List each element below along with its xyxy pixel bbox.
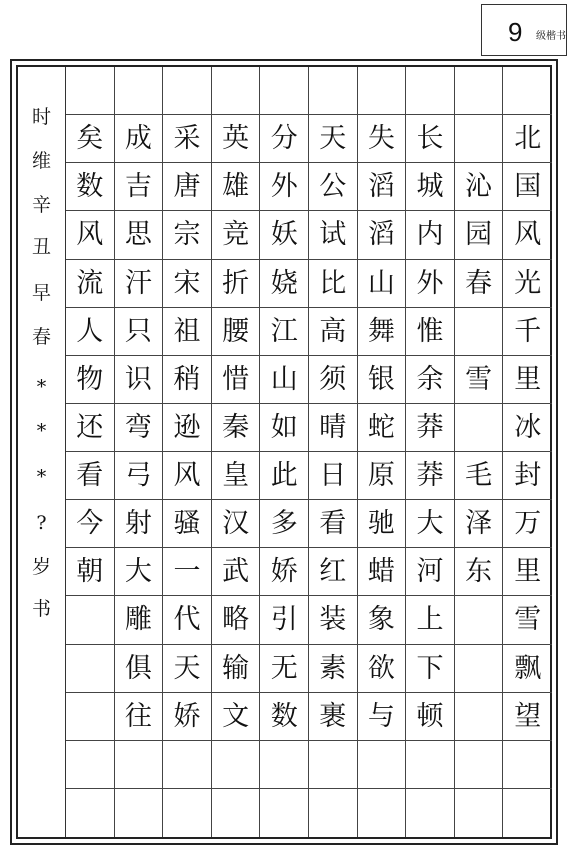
- grid-cell: 武: [212, 548, 261, 596]
- grid-cell: [260, 789, 309, 837]
- grid-cell: [455, 596, 504, 644]
- grid-cell: 文: [212, 693, 261, 741]
- grid-cell: 日: [309, 452, 358, 500]
- grid-cell: [163, 741, 212, 789]
- grid-cell: 国: [503, 163, 552, 211]
- grid-cell: 泽: [455, 500, 504, 548]
- grid-cell: 流: [66, 260, 115, 308]
- colophon-char: *: [36, 420, 47, 442]
- grid-cell: 数: [260, 693, 309, 741]
- grid-cell: 山: [260, 356, 309, 404]
- colophon-char: 书: [31, 598, 51, 620]
- grid-cell: [455, 404, 504, 452]
- grid-cell: 骚: [163, 500, 212, 548]
- colophon-char: ?: [36, 512, 47, 534]
- grid-cell: 还: [66, 404, 115, 452]
- grid-cell: [115, 789, 164, 837]
- grid-cell: 一: [163, 548, 212, 596]
- grid-cell: [66, 645, 115, 693]
- grid-cell: 驰: [358, 500, 407, 548]
- grid-cell: [503, 789, 552, 837]
- grid-cell: [212, 67, 261, 115]
- level-label: 级楷书: [536, 31, 566, 42]
- grid-cell: 东: [455, 548, 504, 596]
- grid-cell: 祖: [163, 308, 212, 356]
- grid-cell: 输: [212, 645, 261, 693]
- colophon-char: *: [36, 376, 47, 398]
- grid-cell: 娆: [260, 260, 309, 308]
- colophon-char: 丑: [31, 236, 51, 258]
- grid-cell: 千: [503, 308, 552, 356]
- grid-cell: 引: [260, 596, 309, 644]
- grid-cell: [66, 741, 115, 789]
- grid-cell: 里: [503, 548, 552, 596]
- grid-cell: 冰: [503, 404, 552, 452]
- grid-cell: 此: [260, 452, 309, 500]
- grid-cell: 北: [503, 115, 552, 163]
- grid-cell: 只: [115, 308, 164, 356]
- grid-cell: 弓: [115, 452, 164, 500]
- grid-cell: 顿: [406, 693, 455, 741]
- grid-cell: [212, 789, 261, 837]
- grid-cell: 思: [115, 211, 164, 259]
- grid-cell: [309, 741, 358, 789]
- grid-cell: 惟: [406, 308, 455, 356]
- grid-cell: [406, 67, 455, 115]
- grid-cell: 雄: [212, 163, 261, 211]
- grid-cell: 红: [309, 548, 358, 596]
- grid-cell: 雕: [115, 596, 164, 644]
- grid-cell: 望: [503, 693, 552, 741]
- grid-cell: 往: [115, 693, 164, 741]
- grid-cell: 惜: [212, 356, 261, 404]
- grid-cell: 略: [212, 596, 261, 644]
- grid-cell: [66, 596, 115, 644]
- grid-cell: [455, 789, 504, 837]
- grid-cell: 大: [406, 500, 455, 548]
- grid-cell: 万: [503, 500, 552, 548]
- grid-cell: 无: [260, 645, 309, 693]
- writing-grid: [65, 67, 552, 837]
- grid-cell: 与: [358, 693, 407, 741]
- grid-cell: 银: [358, 356, 407, 404]
- grid-cell: [309, 67, 358, 115]
- grid-cell: 毛: [455, 452, 504, 500]
- grid-cell: 下: [406, 645, 455, 693]
- level-number: 9: [508, 17, 523, 47]
- grid-cell: 如: [260, 404, 309, 452]
- colophon-char: 春: [31, 326, 51, 348]
- grid-cell: 竞: [212, 211, 261, 259]
- grid-cell: 俱: [115, 645, 164, 693]
- grid-cell: 弯: [115, 404, 164, 452]
- grid-cell: 唐: [163, 163, 212, 211]
- grid-cell: 长: [406, 115, 455, 163]
- grid-cell: 装: [309, 596, 358, 644]
- grid-cell: [358, 741, 407, 789]
- grid-cell: 蛇: [358, 404, 407, 452]
- grid-cell: 公: [309, 163, 358, 211]
- grid-cell: 皇: [212, 452, 261, 500]
- grid-cell: 山: [358, 260, 407, 308]
- grid-cell: 吉: [115, 163, 164, 211]
- grid-cell: [455, 693, 504, 741]
- grid-cell: 须: [309, 356, 358, 404]
- grid-cell: [212, 741, 261, 789]
- grid-cell: 成: [115, 115, 164, 163]
- grid-cell: 风: [163, 452, 212, 500]
- grid-cell: 莽: [406, 452, 455, 500]
- colophon-char: 维: [31, 150, 51, 172]
- grid-cell: [455, 645, 504, 693]
- grid-cell: 雪: [503, 596, 552, 644]
- grid-cell: 逊: [163, 404, 212, 452]
- grid-cell: 园: [455, 211, 504, 259]
- grid-cell: 人: [66, 308, 115, 356]
- grid-cell: [503, 67, 552, 115]
- grid-cell: 象: [358, 596, 407, 644]
- grid-cell: 内: [406, 211, 455, 259]
- grid-cell: [455, 115, 504, 163]
- grid-cell: [260, 67, 309, 115]
- grid-cell: 射: [115, 500, 164, 548]
- grid-cell: 英: [212, 115, 261, 163]
- grid-cell: 大: [115, 548, 164, 596]
- grid-cell: 天: [309, 115, 358, 163]
- grid-cell: 蜡: [358, 548, 407, 596]
- grid-cell: 里: [503, 356, 552, 404]
- grid-cell: 宋: [163, 260, 212, 308]
- grid-cell: 天: [163, 645, 212, 693]
- grid-cell: 腰: [212, 308, 261, 356]
- grid-cell: 物: [66, 356, 115, 404]
- grid-cell: 秦: [212, 404, 261, 452]
- grid-cell: 朝: [66, 548, 115, 596]
- grid-cell: 晴: [309, 404, 358, 452]
- grid-cell: 裹: [309, 693, 358, 741]
- grid-cell: 妖: [260, 211, 309, 259]
- grid-cell: 娇: [163, 693, 212, 741]
- grid-cell: [455, 308, 504, 356]
- grid-cell: 封: [503, 452, 552, 500]
- grid-cell: 多: [260, 500, 309, 548]
- grid-cell: 城: [406, 163, 455, 211]
- grid-cell: 今: [66, 500, 115, 548]
- grid-cell: 看: [309, 500, 358, 548]
- grid-cell: 飘: [503, 645, 552, 693]
- grid-cell: 江: [260, 308, 309, 356]
- grid-cell: 分: [260, 115, 309, 163]
- grid-cell: [358, 67, 407, 115]
- grid-cell: [115, 67, 164, 115]
- grid-cell: [455, 741, 504, 789]
- grid-cell: 外: [260, 163, 309, 211]
- colophon-char: 早: [31, 282, 51, 304]
- grid-cell: 滔: [358, 211, 407, 259]
- grid-cell: 高: [309, 308, 358, 356]
- grid-cell: 风: [503, 211, 552, 259]
- grid-cell: [163, 67, 212, 115]
- grid-cell: 折: [212, 260, 261, 308]
- grid-cell: 外: [406, 260, 455, 308]
- grid-cell: [260, 741, 309, 789]
- grid-cell: [455, 67, 504, 115]
- grid-cell: 原: [358, 452, 407, 500]
- grid-cell: 河: [406, 548, 455, 596]
- grid-cell: [66, 67, 115, 115]
- grid-cell: 春: [455, 260, 504, 308]
- grid-cell: 舞: [358, 308, 407, 356]
- grid-cell: 试: [309, 211, 358, 259]
- colophon-char: 岁: [31, 556, 51, 578]
- grid-cell: 识: [115, 356, 164, 404]
- grid-cell: [66, 789, 115, 837]
- colophon-char: 时: [31, 106, 51, 128]
- grid-cell: 比: [309, 260, 358, 308]
- grid-cell: 雪: [455, 356, 504, 404]
- grid-cell: 数: [66, 163, 115, 211]
- grid-cell: [163, 789, 212, 837]
- grid-cell: 看: [66, 452, 115, 500]
- grid-cell: [406, 789, 455, 837]
- grid-cell: 失: [358, 115, 407, 163]
- grid-cell: 汉: [212, 500, 261, 548]
- grid-cell: 矣: [66, 115, 115, 163]
- grid-cell: [503, 741, 552, 789]
- level-badge: [481, 4, 567, 56]
- grid-cell: 上: [406, 596, 455, 644]
- grid-cell: 代: [163, 596, 212, 644]
- grid-cell: [66, 693, 115, 741]
- grid-cell: 娇: [260, 548, 309, 596]
- grid-cell: 沁: [455, 163, 504, 211]
- grid-cell: 宗: [163, 211, 212, 259]
- grid-cell: 素: [309, 645, 358, 693]
- grid-cell: 莽: [406, 404, 455, 452]
- grid-cell: [406, 741, 455, 789]
- grid-cell: 汗: [115, 260, 164, 308]
- grid-cell: 采: [163, 115, 212, 163]
- colophon: [18, 66, 65, 838]
- grid-cell: 滔: [358, 163, 407, 211]
- grid-cell: [309, 789, 358, 837]
- grid-cell: 欲: [358, 645, 407, 693]
- grid-cell: [115, 741, 164, 789]
- grid-cell: 光: [503, 260, 552, 308]
- colophon-char: 辛: [31, 194, 51, 216]
- grid-cell: 余: [406, 356, 455, 404]
- grid-cell: 稍: [163, 356, 212, 404]
- grid-cell: [358, 789, 407, 837]
- colophon-char: *: [36, 466, 47, 488]
- grid-cell: 风: [66, 211, 115, 259]
